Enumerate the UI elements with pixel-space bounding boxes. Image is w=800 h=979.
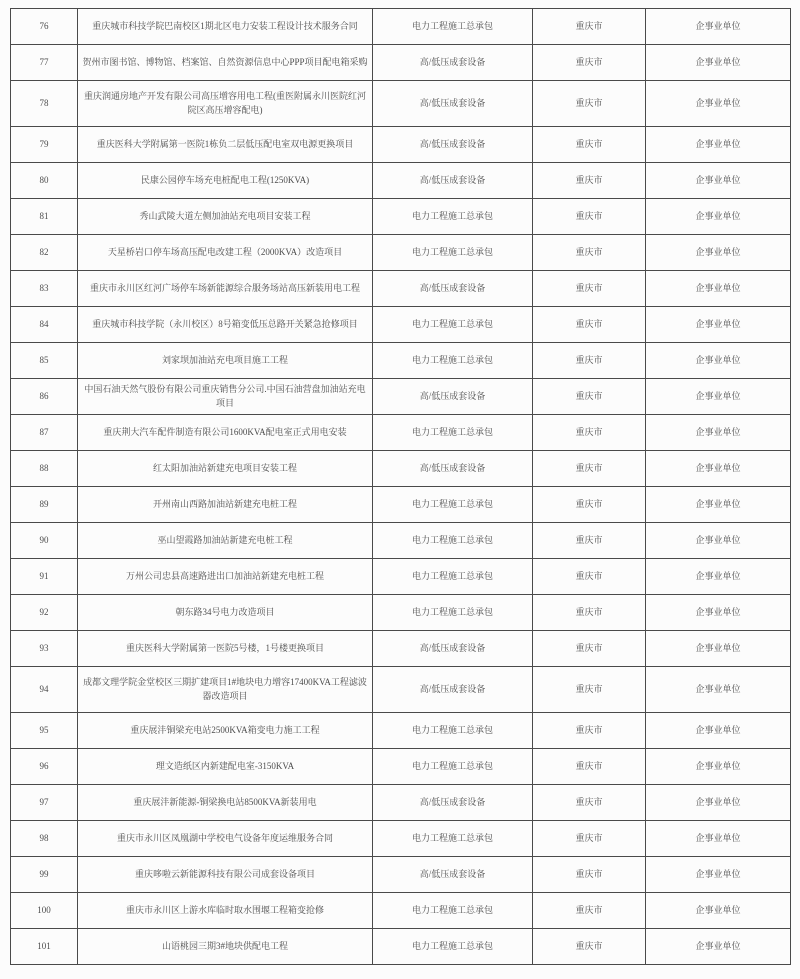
unit-type-cell: 企事业单位 bbox=[646, 713, 791, 749]
city-cell: 重庆市 bbox=[533, 929, 646, 965]
category-cell: 高/低压成套设备 bbox=[373, 631, 533, 667]
row-number-cell: 95 bbox=[11, 713, 78, 749]
category-cell: 高/低压成套设备 bbox=[373, 127, 533, 163]
table-row bbox=[11, 785, 791, 821]
project-name-cell: 刘家坝加油站充电项目施工工程 bbox=[78, 343, 373, 379]
row-number-cell: 98 bbox=[11, 821, 78, 857]
records-table bbox=[10, 8, 791, 965]
table-row bbox=[11, 821, 791, 857]
city-cell: 重庆市 bbox=[533, 487, 646, 523]
table-row bbox=[11, 379, 791, 415]
unit-type-cell: 企事业单位 bbox=[646, 307, 791, 343]
table-row bbox=[11, 199, 791, 235]
project-name-cell: 重庆展沣铜梁充电站2500KVA箱变电力施工工程 bbox=[78, 713, 373, 749]
city-cell: 重庆市 bbox=[533, 893, 646, 929]
unit-type-cell: 企事业单位 bbox=[646, 667, 791, 713]
category-cell: 电力工程施工总承包 bbox=[373, 821, 533, 857]
table-row bbox=[11, 271, 791, 307]
unit-type-cell: 企事业单位 bbox=[646, 929, 791, 965]
city-cell: 重庆市 bbox=[533, 749, 646, 785]
project-name-cell: 中国石油天然气股份有限公司重庆销售分公司.中国石油营盘加油站充电项目 bbox=[78, 379, 373, 415]
row-number-cell: 78 bbox=[11, 81, 78, 127]
unit-type-cell: 企事业单位 bbox=[646, 199, 791, 235]
row-number-cell: 87 bbox=[11, 415, 78, 451]
table-row bbox=[11, 307, 791, 343]
table-row bbox=[11, 45, 791, 81]
table-row bbox=[11, 857, 791, 893]
project-name-cell: 重庆城市科技学院（永川校区）8号箱变低压总路开关紧急抢修项目 bbox=[78, 307, 373, 343]
city-cell: 重庆市 bbox=[533, 45, 646, 81]
city-cell: 重庆市 bbox=[533, 713, 646, 749]
city-cell: 重庆市 bbox=[533, 379, 646, 415]
category-cell: 高/低压成套设备 bbox=[373, 667, 533, 713]
table-row bbox=[11, 163, 791, 199]
project-name-cell: 山语桃园三期3#地块供配电工程 bbox=[78, 929, 373, 965]
unit-type-cell: 企事业单位 bbox=[646, 415, 791, 451]
unit-type-cell: 企事业单位 bbox=[646, 235, 791, 271]
category-cell: 电力工程施工总承包 bbox=[373, 415, 533, 451]
city-cell: 重庆市 bbox=[533, 667, 646, 713]
row-number-cell: 101 bbox=[11, 929, 78, 965]
row-number-cell: 84 bbox=[11, 307, 78, 343]
table-row bbox=[11, 343, 791, 379]
row-number-cell: 96 bbox=[11, 749, 78, 785]
project-name-cell: 重庆哆啦云新能源科技有限公司成套设备项目 bbox=[78, 857, 373, 893]
project-name-cell: 秀山武陵大道左侧加油站充电项目安装工程 bbox=[78, 199, 373, 235]
category-cell: 电力工程施工总承包 bbox=[373, 487, 533, 523]
unit-type-cell: 企事业单位 bbox=[646, 9, 791, 45]
city-cell: 重庆市 bbox=[533, 343, 646, 379]
category-cell: 电力工程施工总承包 bbox=[373, 595, 533, 631]
city-cell: 重庆市 bbox=[533, 631, 646, 667]
project-name-cell: 朝东路34号电力改造项目 bbox=[78, 595, 373, 631]
project-name-cell: 重庆荆大汽车配件制造有限公司1600KVA配电室正式用电安装 bbox=[78, 415, 373, 451]
project-name-cell: 重庆医科大学附属第一医院5号楼，1号楼更换项目 bbox=[78, 631, 373, 667]
unit-type-cell: 企事业单位 bbox=[646, 127, 791, 163]
table-row bbox=[11, 893, 791, 929]
city-cell: 重庆市 bbox=[533, 559, 646, 595]
project-name-cell: 重庆市永川区凤凰湖中学校电气设备年度运维服务合同 bbox=[78, 821, 373, 857]
project-name-cell: 民康公园停车场充电桩配电工程(1250KVA) bbox=[78, 163, 373, 199]
category-cell: 高/低压成套设备 bbox=[373, 163, 533, 199]
city-cell: 重庆市 bbox=[533, 415, 646, 451]
unit-type-cell: 企事业单位 bbox=[646, 785, 791, 821]
table-row bbox=[11, 929, 791, 965]
project-name-cell: 巫山望霞路加油站新建充电桩工程 bbox=[78, 523, 373, 559]
category-cell: 电力工程施工总承包 bbox=[373, 199, 533, 235]
table-row bbox=[11, 81, 791, 127]
category-cell: 高/低压成套设备 bbox=[373, 785, 533, 821]
category-cell: 高/低压成套设备 bbox=[373, 81, 533, 127]
city-cell: 重庆市 bbox=[533, 307, 646, 343]
city-cell: 重庆市 bbox=[533, 523, 646, 559]
category-cell: 电力工程施工总承包 bbox=[373, 235, 533, 271]
unit-type-cell: 企事业单位 bbox=[646, 487, 791, 523]
city-cell: 重庆市 bbox=[533, 451, 646, 487]
unit-type-cell: 企事业单位 bbox=[646, 821, 791, 857]
category-cell: 电力工程施工总承包 bbox=[373, 893, 533, 929]
project-name-cell: 成都文理学院金堂校区三期扩建项目1#地块电力增容17400KVA工程滤波器改造项目 bbox=[78, 667, 373, 713]
table-row bbox=[11, 9, 791, 45]
unit-type-cell: 企事业单位 bbox=[646, 45, 791, 81]
category-cell: 电力工程施工总承包 bbox=[373, 523, 533, 559]
city-cell: 重庆市 bbox=[533, 163, 646, 199]
unit-type-cell: 企事业单位 bbox=[646, 893, 791, 929]
category-cell: 高/低压成套设备 bbox=[373, 451, 533, 487]
city-cell: 重庆市 bbox=[533, 235, 646, 271]
category-cell: 电力工程施工总承包 bbox=[373, 307, 533, 343]
row-number-cell: 88 bbox=[11, 451, 78, 487]
unit-type-cell: 企事业单位 bbox=[646, 81, 791, 127]
row-number-cell: 82 bbox=[11, 235, 78, 271]
project-name-cell: 万州公司忠县高速路进出口加油站新建充电桩工程 bbox=[78, 559, 373, 595]
unit-type-cell: 企事业单位 bbox=[646, 749, 791, 785]
unit-type-cell: 企事业单位 bbox=[646, 595, 791, 631]
row-number-cell: 91 bbox=[11, 559, 78, 595]
row-number-cell: 89 bbox=[11, 487, 78, 523]
unit-type-cell: 企事业单位 bbox=[646, 631, 791, 667]
table-row bbox=[11, 631, 791, 667]
project-name-cell: 重庆展沣新能源-铜梁换电站8500KVA新装用电 bbox=[78, 785, 373, 821]
row-number-cell: 86 bbox=[11, 379, 78, 415]
category-cell: 高/低压成套设备 bbox=[373, 45, 533, 81]
project-name-cell: 贺州市图书馆、博物馆、档案馆、自然资源信息中心PPP项目配电箱采购 bbox=[78, 45, 373, 81]
row-number-cell: 93 bbox=[11, 631, 78, 667]
category-cell: 电力工程施工总承包 bbox=[373, 929, 533, 965]
unit-type-cell: 企事业单位 bbox=[646, 523, 791, 559]
project-name-cell: 天星桥岩口停车场高压配电改建工程（2000KVA）改造项目 bbox=[78, 235, 373, 271]
category-cell: 高/低压成套设备 bbox=[373, 857, 533, 893]
row-number-cell: 80 bbox=[11, 163, 78, 199]
row-number-cell: 79 bbox=[11, 127, 78, 163]
city-cell: 重庆市 bbox=[533, 81, 646, 127]
table-row bbox=[11, 415, 791, 451]
row-number-cell: 92 bbox=[11, 595, 78, 631]
table-row bbox=[11, 487, 791, 523]
city-cell: 重庆市 bbox=[533, 199, 646, 235]
row-number-cell: 97 bbox=[11, 785, 78, 821]
row-number-cell: 83 bbox=[11, 271, 78, 307]
table-row bbox=[11, 667, 791, 713]
category-cell: 电力工程施工总承包 bbox=[373, 343, 533, 379]
unit-type-cell: 企事业单位 bbox=[646, 163, 791, 199]
unit-type-cell: 企事业单位 bbox=[646, 857, 791, 893]
table-row bbox=[11, 559, 791, 595]
unit-type-cell: 企事业单位 bbox=[646, 271, 791, 307]
project-name-cell: 重庆市永川区上游水库临时取水围堰工程箱变抢修 bbox=[78, 893, 373, 929]
city-cell: 重庆市 bbox=[533, 821, 646, 857]
unit-type-cell: 企事业单位 bbox=[646, 559, 791, 595]
city-cell: 重庆市 bbox=[533, 785, 646, 821]
category-cell: 电力工程施工总承包 bbox=[373, 559, 533, 595]
project-name-cell: 重庆医科大学附属第一医院1栋负二层低压配电室双电源更换项目 bbox=[78, 127, 373, 163]
table-row bbox=[11, 235, 791, 271]
row-number-cell: 94 bbox=[11, 667, 78, 713]
project-name-cell: 红太阳加油站新建充电项目安装工程 bbox=[78, 451, 373, 487]
row-number-cell: 81 bbox=[11, 199, 78, 235]
project-name-cell: 重庆润通房地产开发有限公司高压增容用电工程(重医附属永川医院红河院区高压增容配电) bbox=[78, 81, 373, 127]
category-cell: 电力工程施工总承包 bbox=[373, 749, 533, 785]
city-cell: 重庆市 bbox=[533, 595, 646, 631]
unit-type-cell: 企事业单位 bbox=[646, 379, 791, 415]
table-row bbox=[11, 749, 791, 785]
city-cell: 重庆市 bbox=[533, 271, 646, 307]
category-cell: 高/低压成套设备 bbox=[373, 271, 533, 307]
project-name-cell: 重庆城市科技学院巴南校区1期北区电力安装工程设计技术服务合同 bbox=[78, 9, 373, 45]
row-number-cell: 99 bbox=[11, 857, 78, 893]
row-number-cell: 77 bbox=[11, 45, 78, 81]
city-cell: 重庆市 bbox=[533, 127, 646, 163]
row-number-cell: 85 bbox=[11, 343, 78, 379]
unit-type-cell: 企事业单位 bbox=[646, 343, 791, 379]
table-row bbox=[11, 713, 791, 749]
project-name-cell: 重庆市永川区红河广场停车场新能源综合服务场站高压新装用电工程 bbox=[78, 271, 373, 307]
row-number-cell: 90 bbox=[11, 523, 78, 559]
table-row bbox=[11, 523, 791, 559]
row-number-cell: 76 bbox=[11, 9, 78, 45]
unit-type-cell: 企事业单位 bbox=[646, 451, 791, 487]
category-cell: 高/低压成套设备 bbox=[373, 379, 533, 415]
project-name-cell: 开州南山西路加油站新建充电桩工程 bbox=[78, 487, 373, 523]
table-body bbox=[11, 9, 791, 965]
city-cell: 重庆市 bbox=[533, 9, 646, 45]
row-number-cell: 100 bbox=[11, 893, 78, 929]
project-name-cell: 理文造纸区内新建配电室-3150KVA bbox=[78, 749, 373, 785]
city-cell: 重庆市 bbox=[533, 857, 646, 893]
category-cell: 电力工程施工总承包 bbox=[373, 713, 533, 749]
table-row bbox=[11, 127, 791, 163]
table-row bbox=[11, 595, 791, 631]
category-cell: 电力工程施工总承包 bbox=[373, 9, 533, 45]
table-row bbox=[11, 451, 791, 487]
